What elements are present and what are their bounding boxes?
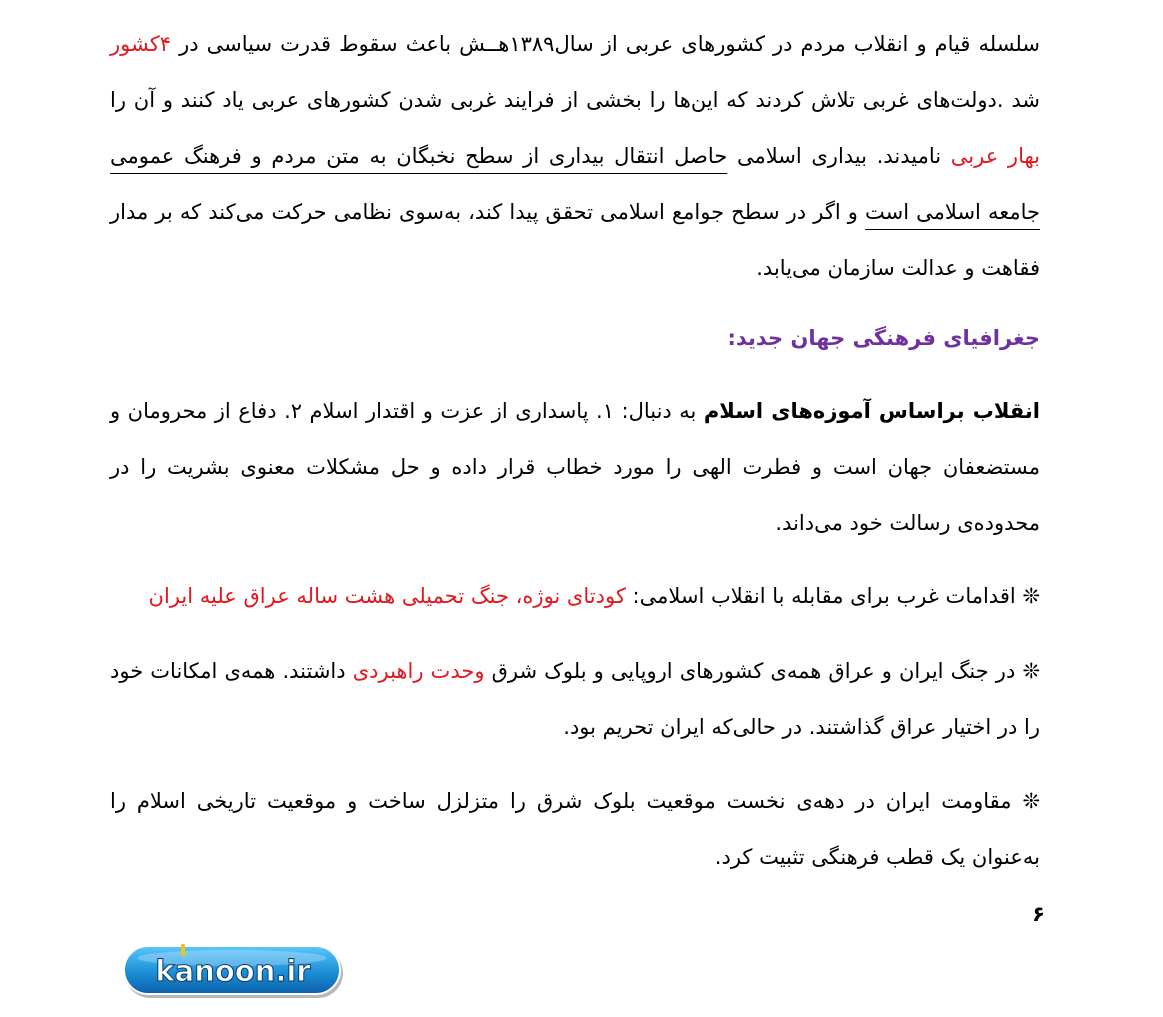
strategic-unity-term: وحدت راهبردی — [352, 659, 485, 683]
arab-spring-term: بهار عربی — [950, 144, 1040, 168]
paragraph-iran-iraq-war: ❊ در جنگ ایران و عراق همه‌ی کشورهای اروپایی و بلوک شرق وحدت راهبردی داشتند. همه‌ی امکانات خود را در اختیار عراق گذاشتند. در حالی‌که ایران تحریم بود. — [110, 659, 1040, 739]
page-number: ۶ — [1032, 902, 1045, 926]
paragraph-western-actions: ❊ اقدامات غرب برای مقابله با انقلاب اسلامی: کودتای نوژه، جنگ تحمیلی هشت ساله عراق علیه ایران — [148, 584, 1040, 608]
western-actions-list: کودتای نوژه، جنگ تحمیلی هشت ساله عراق علیه ایران — [148, 584, 626, 608]
revolution-term: انقلاب براساس آموزه‌های اسلام — [703, 399, 1040, 423]
kanoon-logo[interactable] — [123, 944, 345, 1002]
paragraph-revolution-goals: انقلاب براساس آموزه‌های اسلام به دنبال: ۱. پاسداری از عزت و اقتدار اسلام ۲. دفاع از محرومان و مستضعفان جهان است و فطرت الهی را مورد خطاب قرار داده و حل مشکلات معنوی بشریت را در محدوده‌ی رسالت خود می‌داند. — [110, 399, 1040, 535]
logo-text: kanoon.ir — [155, 954, 311, 988]
four-countries: ۴کشور — [110, 32, 172, 56]
star-icon: ❊ — [1022, 584, 1040, 608]
paragraph-islamic-awakening: سلسله قیام و انقلاب مردم در کشورهای عربی از سال۱۳۸۹هــش باعث سقوط قدرت سیاسی در ۴کشور شد .دولت‌های غربی تلاش کردند که این‌ها را بخشی از فرایند غربی شدن کشورهای عربی یاد کنند و آن را بهار عربی نامیدند. بیداری اسلامی حاصل انتقال بیداری از سطح نخبگان به متن مردم و فرهنگ عمومی جامعه اسلامی است و اگر در سطح جوامع اسلامی تحقق پیدا کند، به‌سوی نظامی حرکت می‌کند که بر مدار فقاهت و عدالت سازمان می‌یابد. — [110, 32, 1040, 280]
star-icon: ❊ — [1022, 659, 1040, 683]
section-heading: جغرافیای فرهنگی جهان جدید: — [727, 326, 1040, 350]
awakening-definition: حاصل انتقال بیداری از سطح نخبگان به متن مردم و فرهنگ عمومی جامعه اسلامی است — [110, 144, 1040, 224]
star-icon: ❊ — [1022, 789, 1040, 813]
paragraph-iran-resistance: ❊ مقاومت ایران در دهه‌ی نخست موقعیت بلوک شرق را متزلزل ساخت و موقعیت تاریخی اسلام را به‌عنوان یک قطب فرهنگی تثبیت کرد. — [110, 789, 1040, 869]
